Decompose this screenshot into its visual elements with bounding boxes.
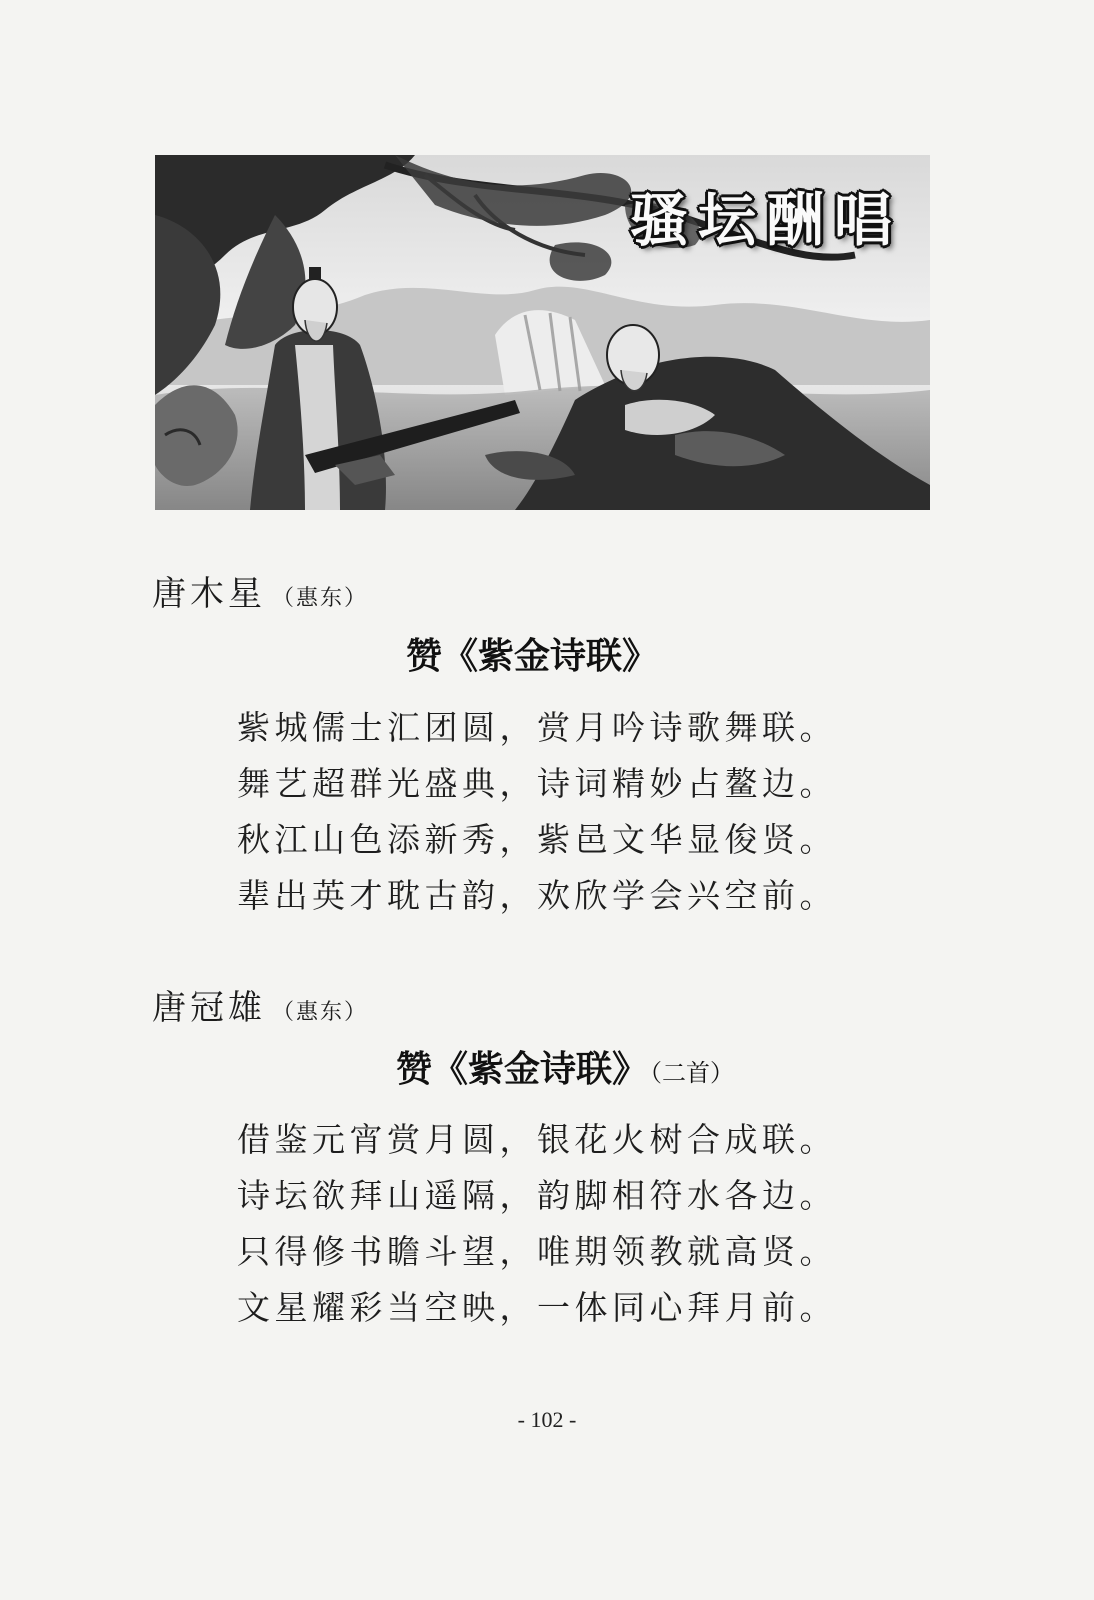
poem-title-note: （二首） <box>650 1059 735 1087</box>
banner-illustration <box>155 155 930 510</box>
poem-line: 秋江山色添新秀，紫邑文华显俊贤。 <box>237 820 837 859</box>
poem-lines <box>237 700 837 924</box>
author-region: （惠东） <box>272 586 369 611</box>
poem-title <box>406 628 658 679</box>
author-line <box>152 980 368 1029</box>
poem-line: 紫城儒士汇团圆，赏月吟诗歌舞联。 <box>237 708 837 747</box>
poem-title <box>396 1041 734 1092</box>
poem-line: 只得修书瞻斗望，唯期领教就高贤。 <box>237 1232 837 1271</box>
author-line <box>152 566 368 615</box>
poem-title-text: 赞《紫金诗联》 <box>406 636 659 677</box>
author-region: （惠东） <box>272 1000 369 1025</box>
poem-title-text: 赞《紫金诗联》 <box>396 1049 649 1090</box>
banner-title: 骚坛酬唱 <box>629 186 902 254</box>
poem-line: 诗坛欲拜山遥隔，韵脚相符水各边。 <box>237 1176 837 1215</box>
author-name: 唐冠雄 <box>152 988 266 1028</box>
poem-line: 借鉴元宵赏月圆，银花火树合成联。 <box>237 1120 837 1159</box>
page-number: - 102 - <box>517 1407 577 1432</box>
poem-lines <box>237 1112 837 1336</box>
author-name: 唐木星 <box>152 574 266 614</box>
poem-line: 辈出英才耽古韵，欢欣学会兴空前。 <box>237 876 837 915</box>
poem-line: 舞艺超群光盛典，诗词精妙占鳌边。 <box>237 764 837 803</box>
poem-line: 文星耀彩当空映，一体同心拜月前。 <box>237 1288 837 1327</box>
